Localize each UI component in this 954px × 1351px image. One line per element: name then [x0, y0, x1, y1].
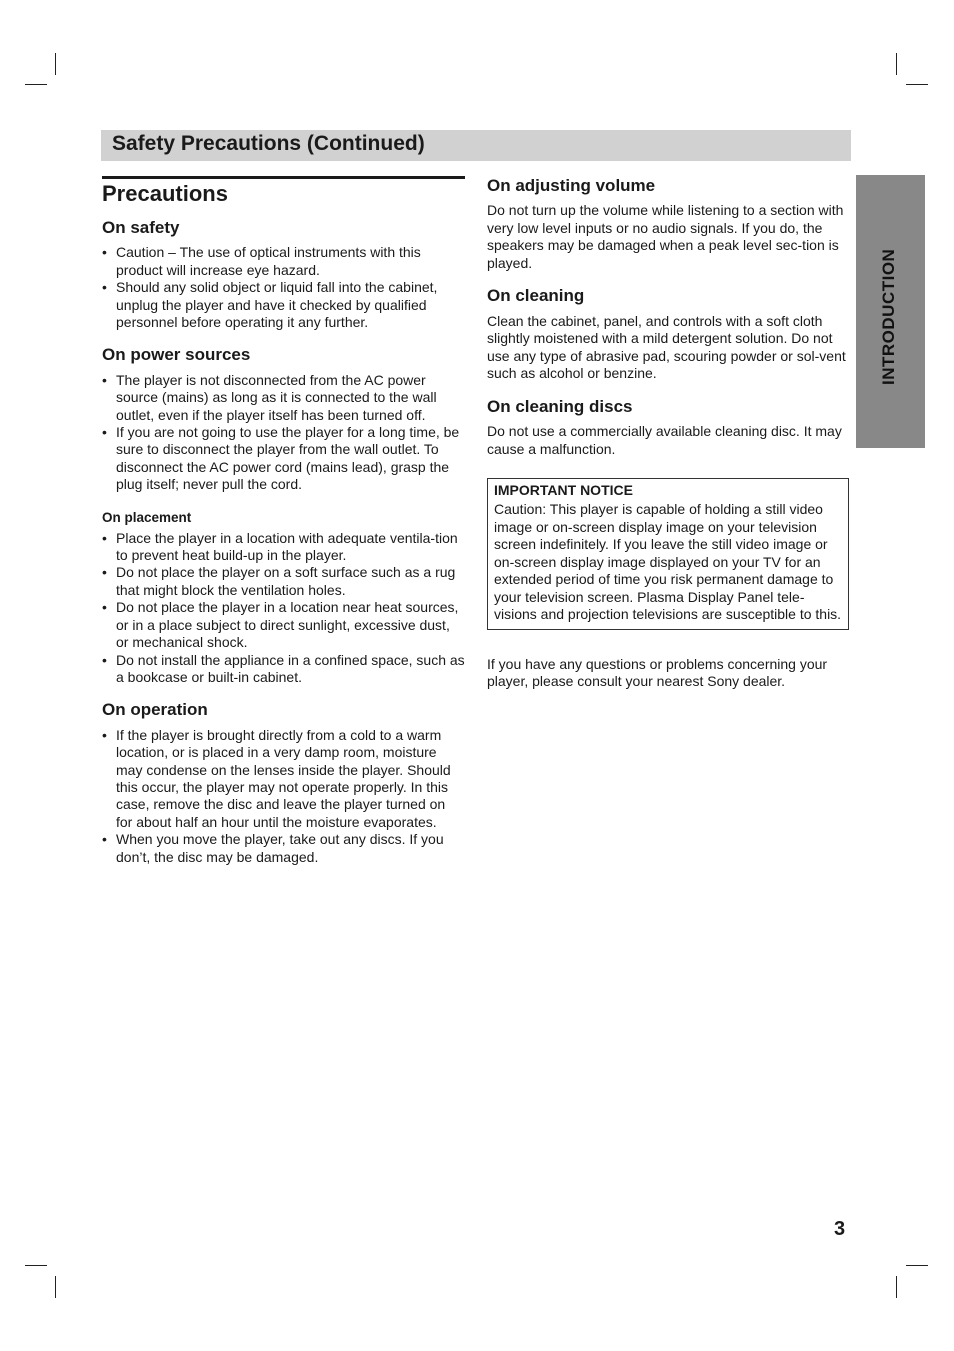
power-heading: On power sources [102, 345, 251, 365]
operation-section [102, 700, 465, 866]
list-item: • The player is not disconnected from the AC power source (mains) as long as it is connected to the wall outlet, even if the player itself has been turned off. [102, 371, 437, 423]
cleaning-heading: On cleaning [487, 286, 585, 306]
list-item: • Do not install the appliance in a confined space, such as a bookcase or built-in cabinet. [102, 651, 465, 685]
volume-heading: On adjusting volume [487, 176, 656, 195]
safety-section [102, 218, 465, 331]
list-item: • Do not place the player in a location near heat sources, or in a place subject to direct sunlight, excessive dust, or mechanical shock. [102, 599, 459, 651]
list-item: • Do not place the player on a soft surface such as a rug that might block the ventilation holes. [102, 564, 456, 598]
placement-heading: On placement [102, 509, 192, 525]
power-list [102, 372, 465, 494]
crop-mark [25, 1265, 47, 1266]
volume-section [487, 176, 849, 272]
crop-mark [55, 1276, 56, 1298]
cleaning-discs-heading: On cleaning discs [487, 396, 633, 416]
crop-mark [896, 1276, 897, 1298]
crop-mark [906, 84, 928, 85]
placement-list [102, 530, 465, 687]
page-number: 3 [834, 1218, 846, 1240]
volume-text: Do not turn up the volume while listening to a section with very low level inputs or no audio signals. If you do, the speakers may be damaged when a peak level sec-tion is played. [487, 202, 844, 271]
crop-mark [55, 53, 56, 75]
section-header-title: Safety Precautions (Continued) [112, 132, 425, 155]
placement-section [102, 510, 465, 687]
operation-list [102, 727, 465, 866]
list-item: • Caution – The use of optical instruments with this product will increase eye hazard. [102, 244, 421, 278]
page-title: Precautions [102, 176, 465, 207]
list-item: • Should any solid object or liquid fall into the cabinet, unplug the player and have it checked by qualified personnel before operating it any further. [102, 279, 438, 331]
crop-mark [25, 84, 47, 85]
right-column [487, 176, 849, 691]
closing-text: If you have any questions or problems concerning your player, please consult your nearest Sony dealer. [487, 655, 828, 690]
crop-mark [896, 53, 897, 75]
safety-heading: On safety [102, 218, 180, 237]
important-notice-title: IMPORTANT NOTICE [494, 482, 633, 499]
list-item: • Place the player in a location with adequate ventila-tion to prevent heat build-up in the player. [102, 529, 458, 564]
important-notice-box [487, 478, 849, 630]
chapter-side-tab [856, 175, 925, 448]
cleaning-discs-section [487, 397, 849, 458]
power-section [102, 345, 465, 493]
list-item: • When you move the player, take out any discs. If you don’t, the disc may be damaged. [102, 831, 444, 865]
crop-mark [906, 1265, 928, 1266]
left-column [102, 176, 465, 880]
chapter-side-tab-label: INTRODUCTION [879, 248, 898, 385]
cleaning-section [487, 286, 849, 382]
safety-list [102, 244, 465, 331]
important-notice-text: Caution: This player is capable of holding a still video image or on-screen display image on your television screen indefinitely. If you leave the still video image or on-screen display image displayed on your TV for an extended period of time you risk permanent damage to your television screen. Plasma Display Panel tele-visions and projection televisions are susceptible to this. [494, 501, 842, 623]
list-item: • If you are not going to use the player for a long time, be sure to disconnect the player from the wall outlet. To disconnect the AC power cord (mains lead), grasp the plug itself; never pull the cord. [102, 424, 460, 493]
cleaning-text: Clean the cabinet, panel, and controls with a soft cloth slightly moistened with a mild detergent solution. Do not use any type of abrasive pad, scouring powder or sol-vent such as alcohol or benzine. [487, 312, 846, 382]
section-header-bar [101, 130, 851, 161]
operation-heading: On operation [102, 700, 208, 720]
cleaning-discs-text: Do not use a commercially available cleaning disc. It may cause a malfunction. [487, 423, 842, 457]
list-item: • If the player is brought directly from a cold to a warm location, or is placed in a very damp room, moisture may condense on the lenses inside the player. Should this occur, the player may not operate properly. In this case, remove the disc and leave the player turned on for about half an hour until the moisture evaporates. [102, 726, 451, 830]
